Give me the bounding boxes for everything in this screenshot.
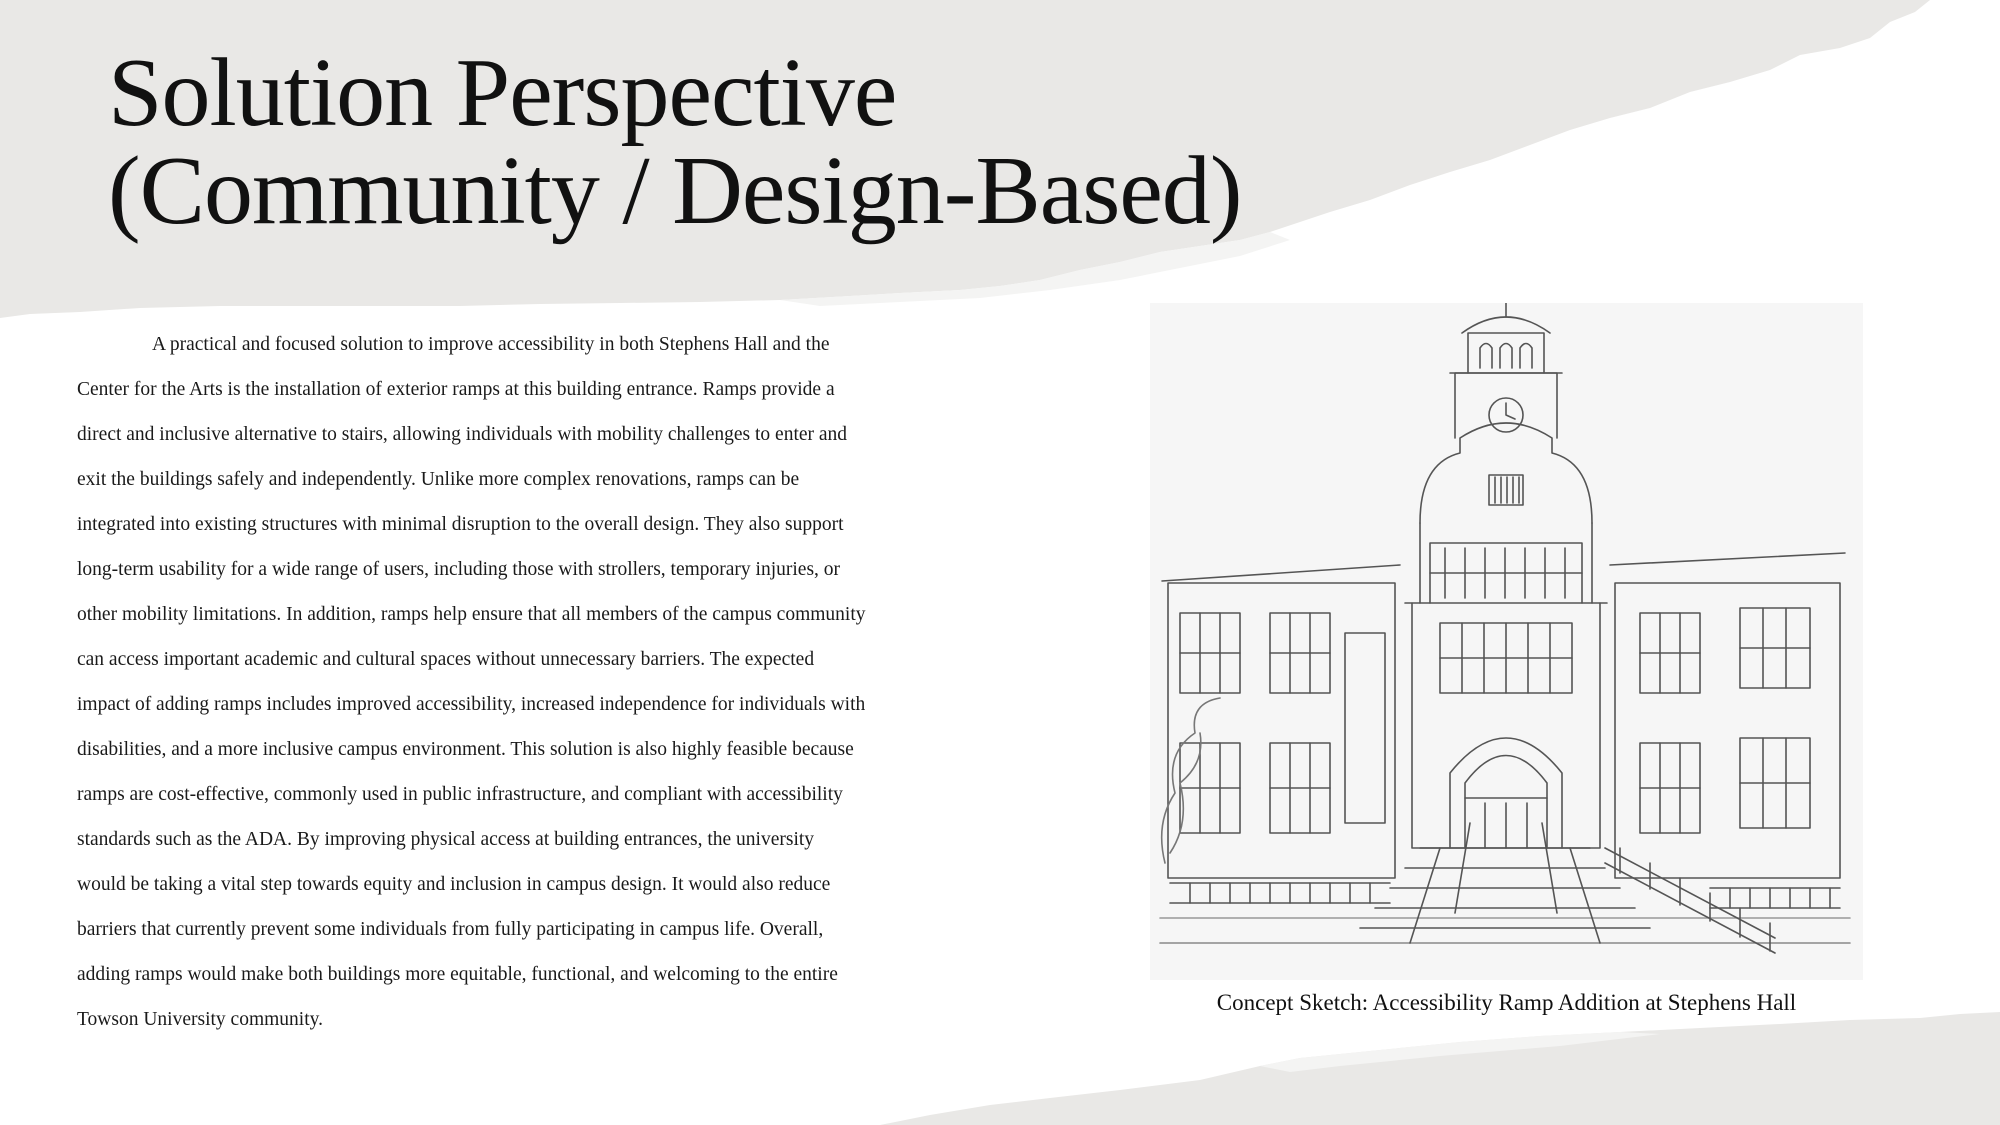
slide-title-line-2: (Community / Design-Based) [108,137,1242,245]
sketch-caption: Concept Sketch: Accessibility Ramp Addition at Stephens Hall [1216,990,1797,1015]
body-paragraph: A practical and focused solution to improve accessibility in both Stephens Hall and the Center for the Arts is the installation of exterior ramps at this building entrance. Ramps provide a direct and inclusive alternative to stairs, allowing individuals with mobility challenges to enter and exit the buildings safely and independently. Unlike more complex renovations, ramps can be integrated into existing structures with minimal disruption to the overall design. They also support long-term usability for a wide range of users, including those with strollers, temporary injuries, or other mobility limitations. In addition, ramps help ensure that all members of the campus community can access important academic and cultural spaces without unnecessary barriers. The expected impact of adding ramps includes improved accessibility, increased independence for individuals with disabilities, and a more inclusive campus environment. This solution is also highly feasible because ramps are cost-effective, commonly used in public infrastructure, and compliant with accessibility standards such as the ADA. By improving physical access at building entrances, the university would be taking a vital step towards equity and inclusion in campus design. It would also reduce barriers that currently prevent some individuals from fully participating in campus life. Overall, adding ramps would make both buildings more equitable, functional, and welcoming to the entire Towson University community. [77,334,866,1030]
concept-sketch-image [1150,303,1863,980]
bottom-torn-paper [880,1012,2000,1125]
slide-title [108,39,1242,245]
slide-title-line-1: Solution Perspective [108,39,897,147]
